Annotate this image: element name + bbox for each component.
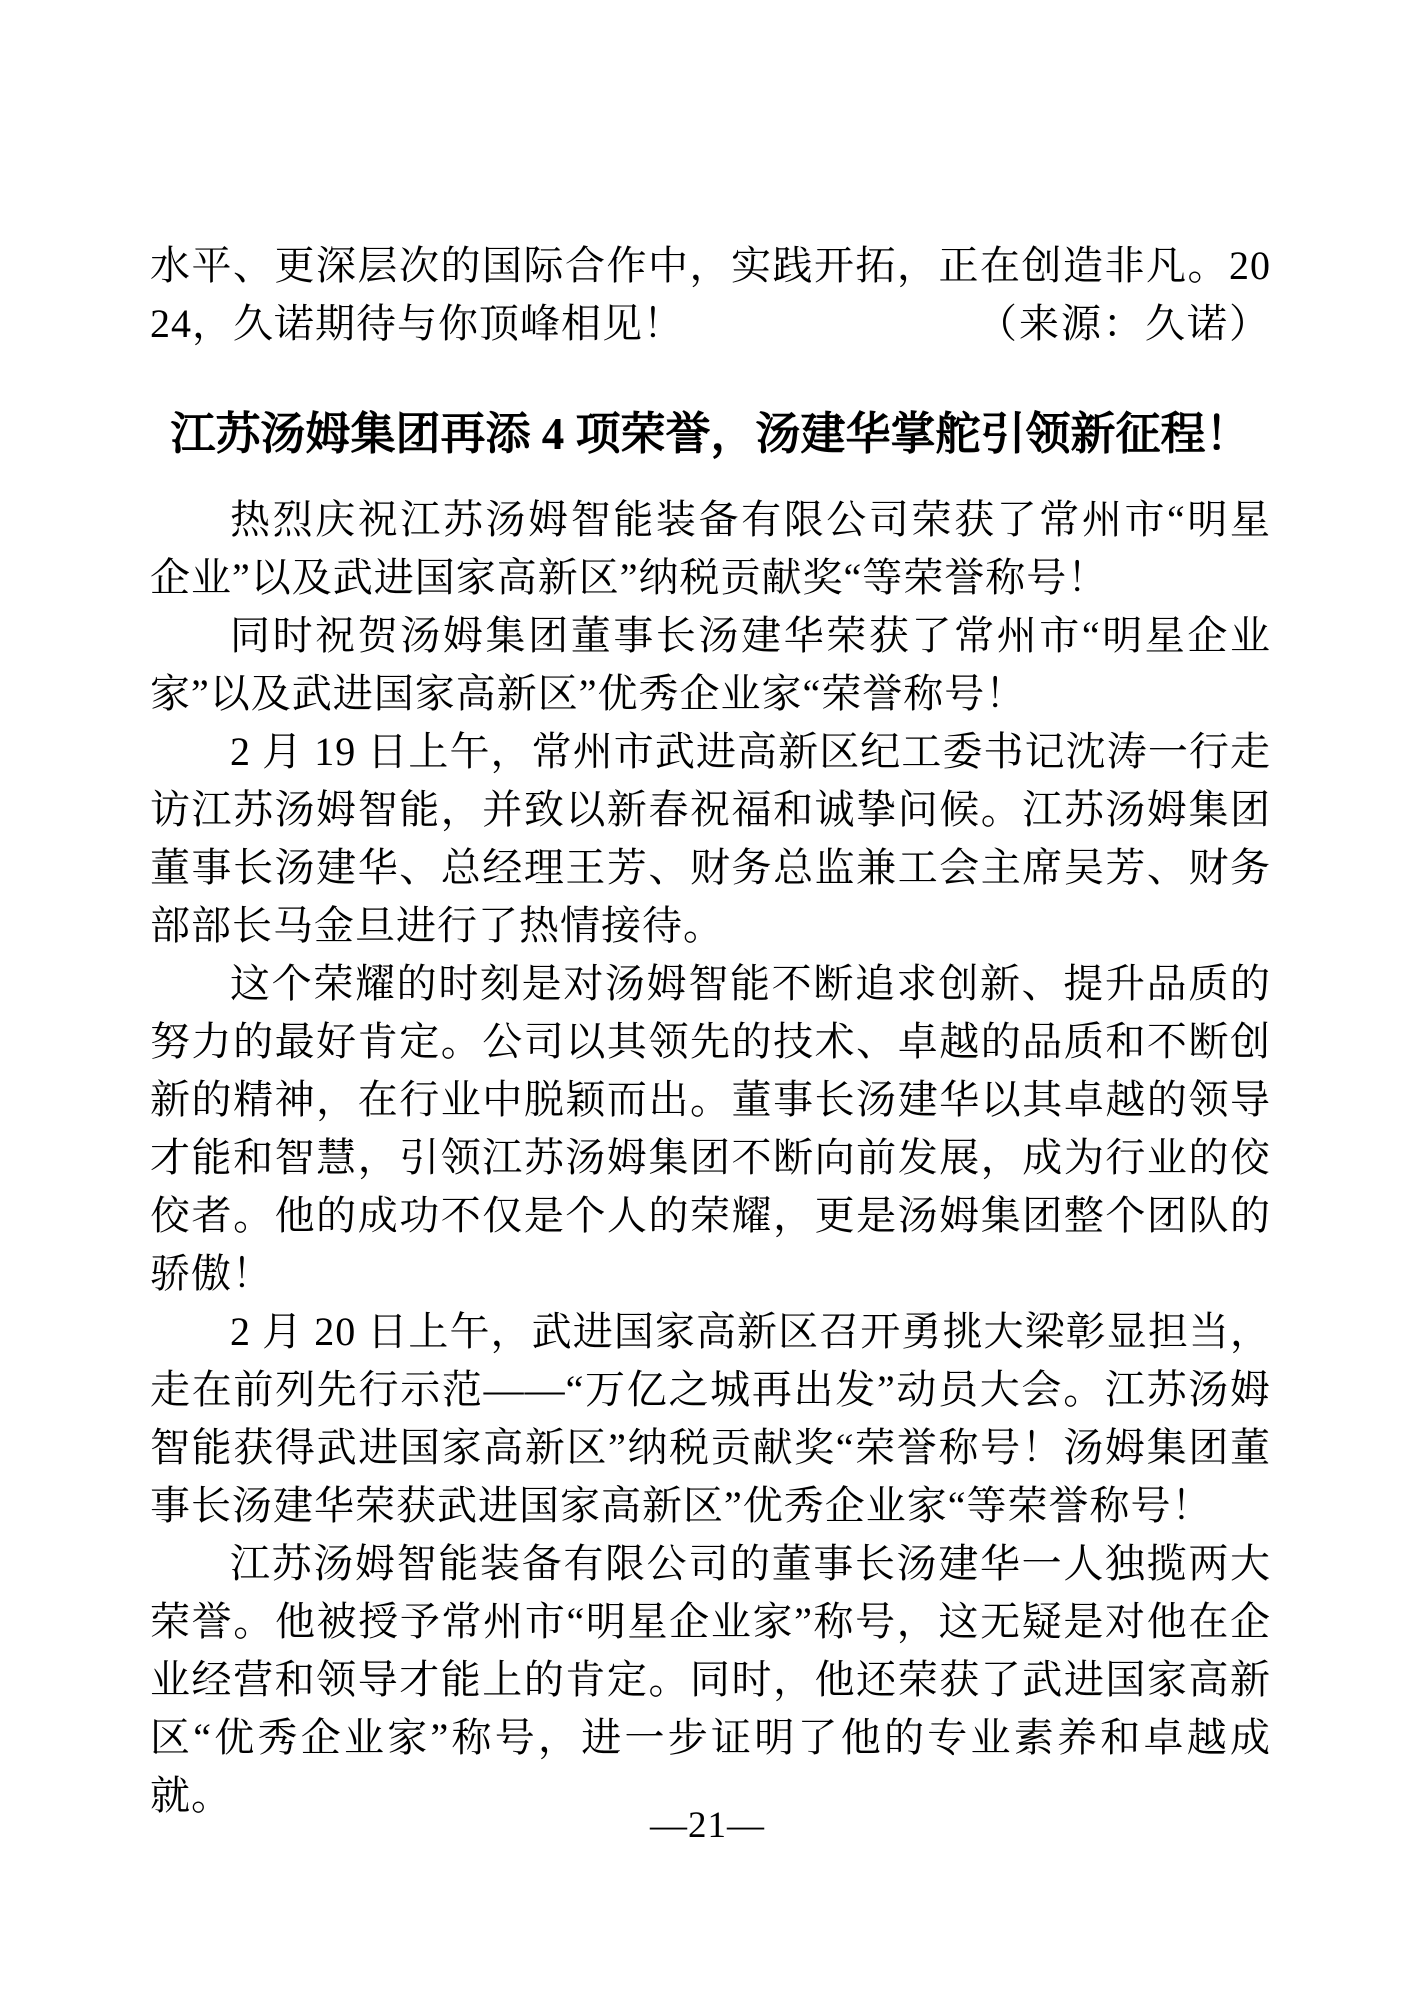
article-paragraph: 江苏汤姆智能装备有限公司的董事长汤建华一人独揽两大荣誉。他被授予常州市“明星企业家”称号，这无疑是对他在企业经营和领导才能上的肯定。同时，他还荣获了武进国家高新区“优秀企业家”称号，进一步证明了他的专业素养和卓越成就。	[150, 1541, 1271, 1818]
page-number: —21—	[650, 1805, 765, 1846]
article-paragraph: 2 月 20 日上午，武进国家高新区召开勇挑大梁彰显担当，走在前列先行示范——“万亿之城再出发”动员大会。江苏汤姆智能获得武进国家高新区”纳税贡献奖“荣誉称号！汤姆集团董事长汤建华荣获武进国家高新区”优秀企业家“等荣誉称号！	[150, 1309, 1271, 1528]
article-paragraph: 2 月 19 日上午，常州市武进高新区纪工委书记沈涛一行走访江苏汤姆智能，并致以新春祝福和诚挚问候。江苏汤姆集团董事长汤建华、总经理王芳、财务总监兼工会主席吴芳、财务部部长马金旦进行了热情接待。	[150, 729, 1271, 948]
page-content	[150, 237, 1271, 1825]
source-attribution: （来源：久诺）	[977, 301, 1271, 346]
article-title: 江苏汤姆集团再添 4 项荣誉，汤建华掌舵引领新征程！	[170, 409, 1251, 459]
article-paragraph: 同时祝贺汤姆集团董事长汤建华荣获了常州市“明星企业家”以及武进国家高新区”优秀企业家“荣誉称号！	[150, 613, 1271, 716]
article-paragraph: 这个荣耀的时刻是对汤姆智能不断追求创新、提升品质的努力的最好肯定。公司以其领先的技术、卓越的品质和不断创新的精神，在行业中脱颖而出。董事长汤建华以其卓越的领导才能和智慧，引领江苏汤姆集团不断向前发展，成为行业的佼佼者。他的成功不仅是个人的荣耀，更是汤姆集团整个团队的骄傲！	[150, 961, 1271, 1296]
intro-paragraph	[150, 237, 1271, 353]
article-paragraph: 热烈庆祝江苏汤姆智能装备有限公司荣获了常州市“明星企业”以及武进国家高新区”纳税贡献奖“等荣誉称号！	[150, 497, 1271, 600]
intro-text: 水平、更深层次的国际合作中，实践开拓，正在创造非凡。2024，久诺期待与你顶峰相见！	[150, 243, 1271, 346]
